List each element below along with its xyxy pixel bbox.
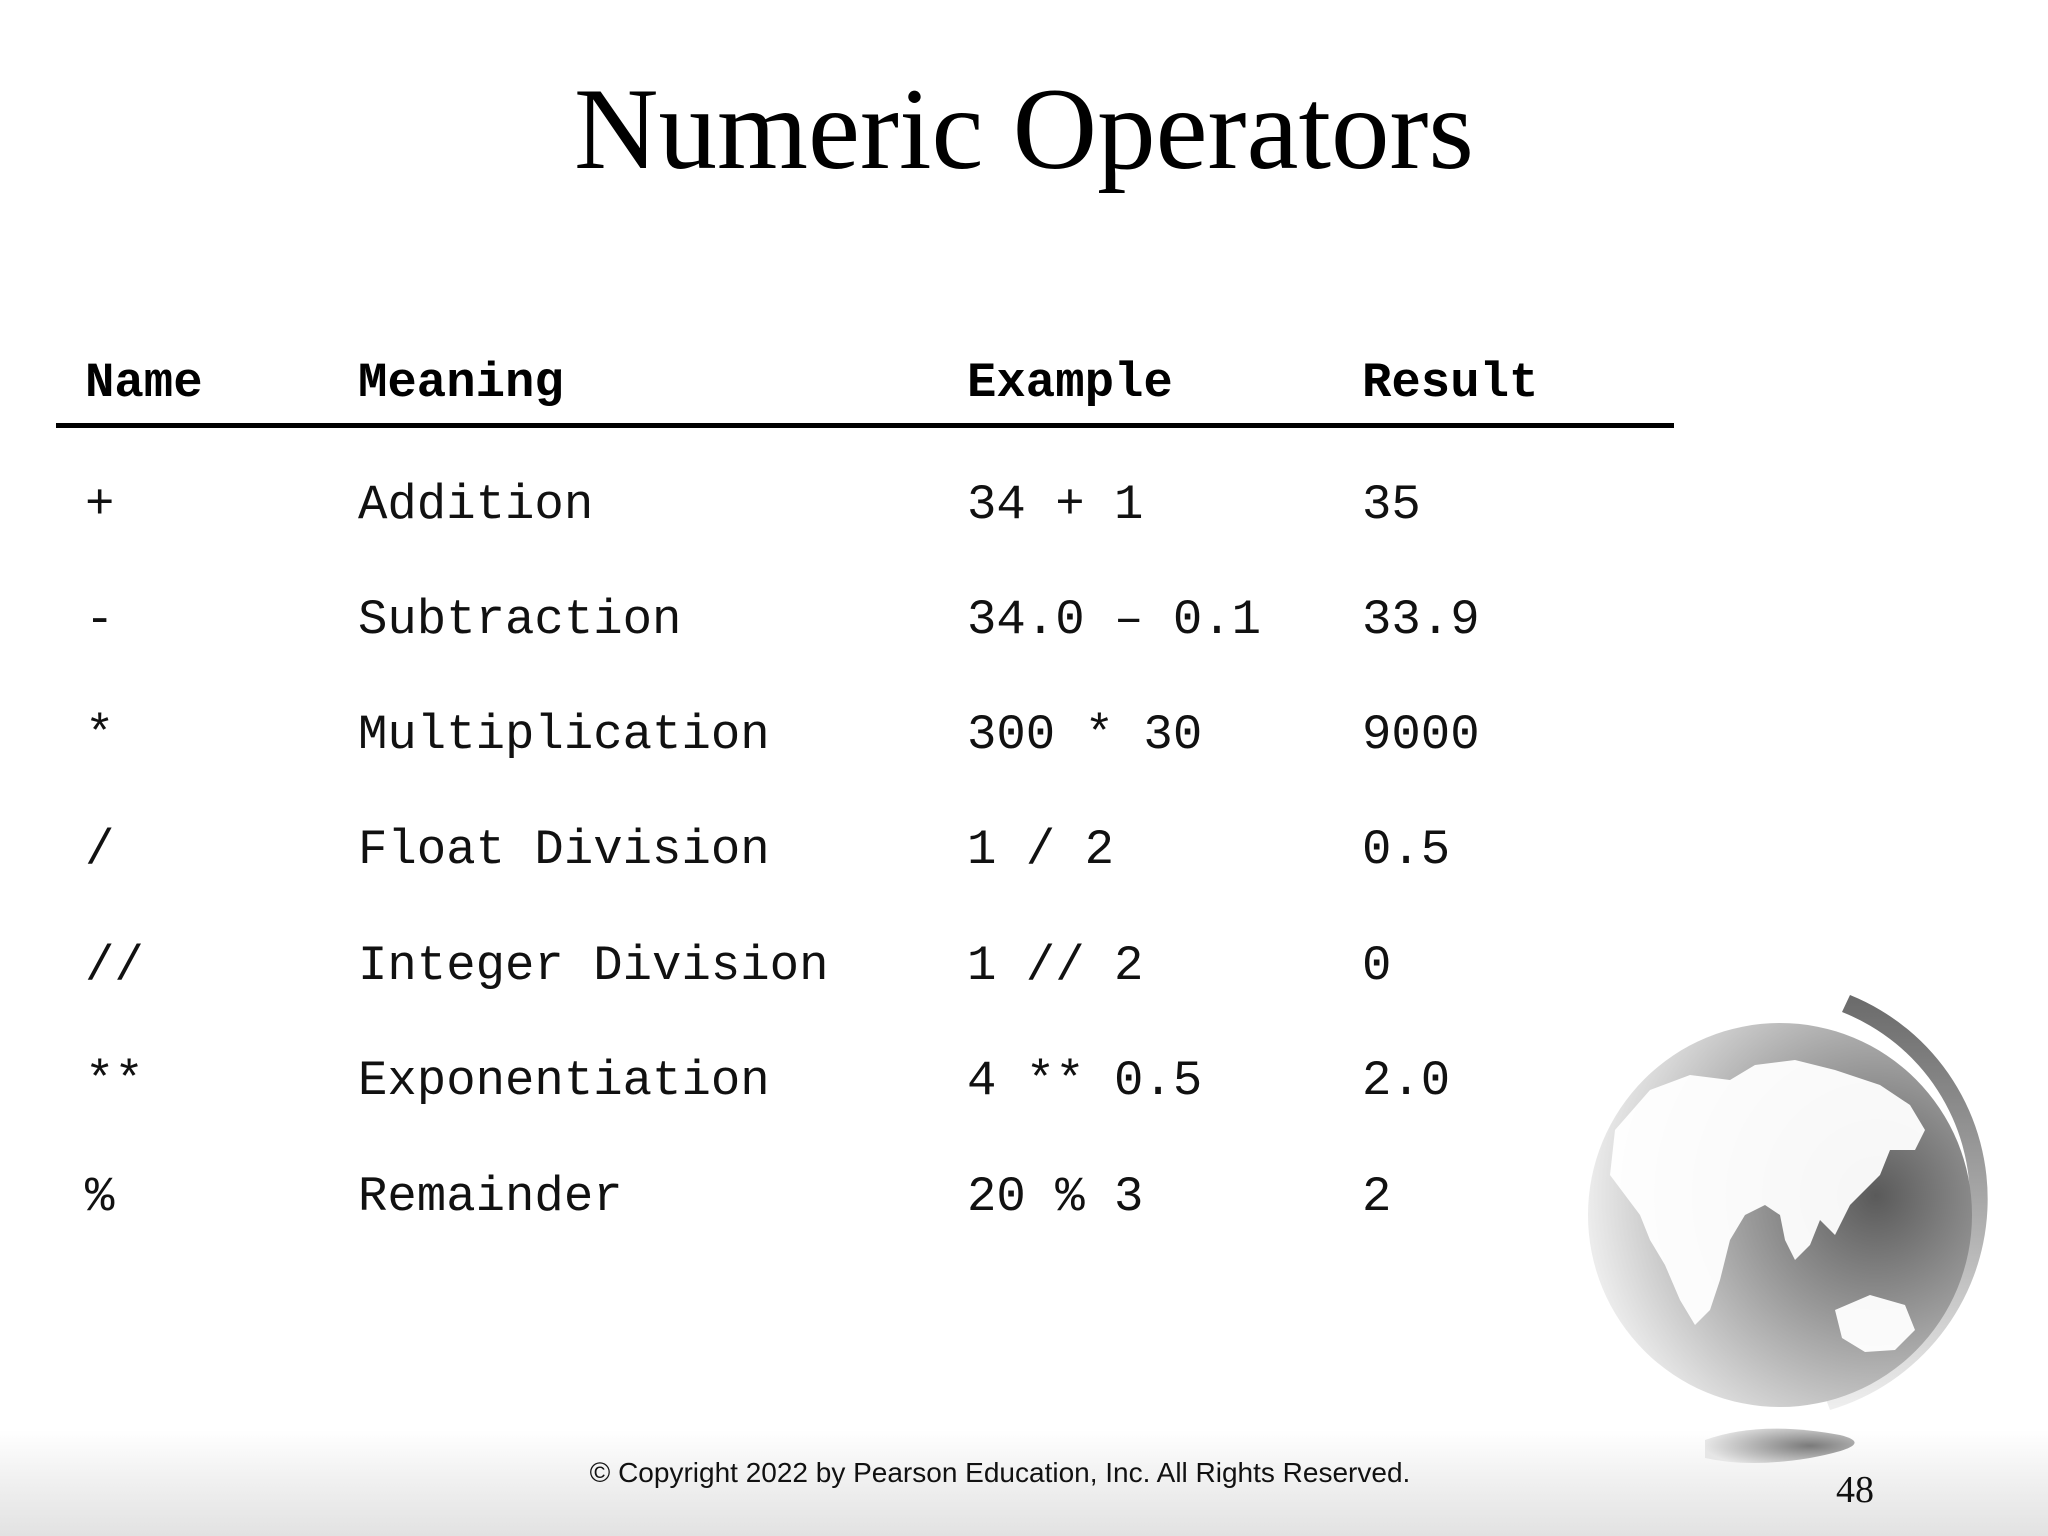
header-rule (56, 423, 1674, 428)
row-meaning: Remainder (358, 1169, 623, 1225)
table-row (0, 810, 1700, 890)
row-name: / (85, 822, 115, 878)
row-result: 0 (1362, 938, 1392, 994)
row-example: 4 ** 0.5 (967, 1053, 1203, 1109)
row-name: % (85, 1169, 115, 1225)
header-name: Name (85, 355, 203, 411)
table-row (0, 1157, 1700, 1237)
row-name: // (85, 938, 144, 994)
table-header-row (0, 343, 1700, 423)
header-result: Result (1362, 355, 1539, 411)
table-row (0, 695, 1700, 775)
row-meaning: Multiplication (358, 707, 770, 763)
header-example: Example (967, 355, 1173, 411)
row-meaning: Addition (358, 477, 594, 533)
row-example: 300 * 30 (967, 707, 1203, 763)
row-example: 20 % 3 (967, 1169, 1144, 1225)
row-example: 34 + 1 (967, 477, 1144, 533)
page-number: 48 (1836, 1469, 1874, 1511)
row-result: 0.5 (1362, 822, 1451, 878)
row-name: - (85, 592, 115, 648)
table-row (0, 1041, 1700, 1121)
table-row (0, 580, 1700, 660)
globe-icon (1580, 980, 2020, 1500)
row-name: ** (85, 1053, 144, 1109)
table-row (0, 926, 1700, 1006)
row-result: 9000 (1362, 707, 1480, 763)
copyright-notice: © Copyright 2022 by Pearson Education, Inc. All Rights Reserved. (589, 1457, 1411, 1488)
row-example: 1 // 2 (967, 938, 1144, 994)
row-meaning: Subtraction (358, 592, 682, 648)
row-meaning: Exponentiation (358, 1053, 770, 1109)
row-result: 2.0 (1362, 1053, 1451, 1109)
row-name: + (85, 477, 115, 533)
row-result: 2 (1362, 1169, 1392, 1225)
table-row (0, 465, 1700, 545)
slide-title: Numeric Operators (574, 65, 1474, 194)
row-name: * (85, 707, 115, 763)
row-meaning: Float Division (358, 822, 770, 878)
row-example: 34.0 – 0.1 (967, 592, 1262, 648)
row-meaning: Integer Division (358, 938, 829, 994)
row-result: 33.9 (1362, 592, 1480, 648)
row-example: 1 / 2 (967, 822, 1115, 878)
header-meaning: Meaning (358, 355, 564, 411)
row-result: 35 (1362, 477, 1421, 533)
